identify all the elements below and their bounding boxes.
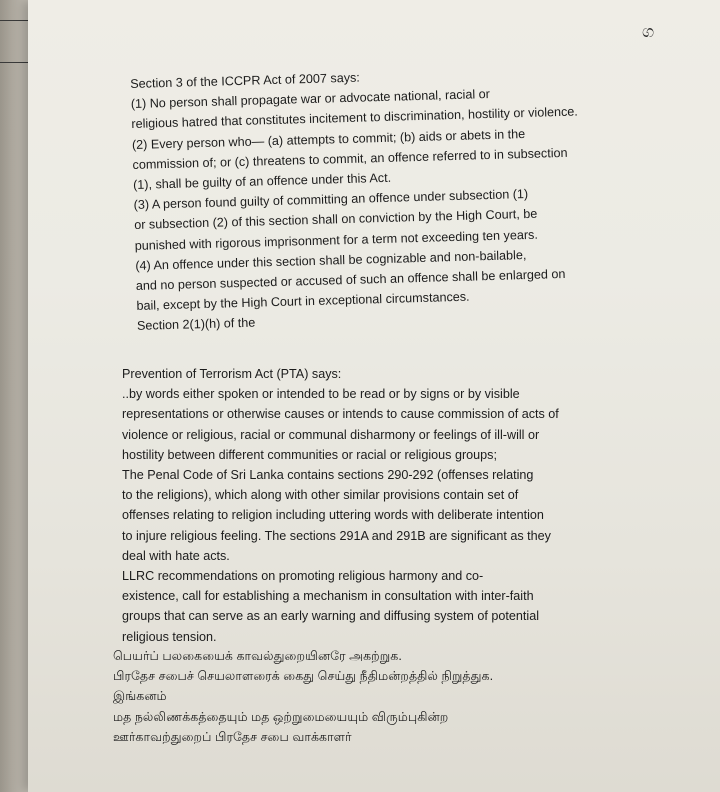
- tamil-text-line: பெயர்ப் பலகையைக் காவல்துறையினரே அகற்றுக.: [113, 649, 402, 663]
- text-line: to the religions), which along with other similar provisions contain set of: [122, 488, 519, 503]
- text-line: existence, call for establishing a mechanism in consultation with inter-faith: [122, 589, 534, 604]
- text-line: offenses relating to religion including uttering words with deliberate intention: [122, 508, 544, 523]
- text-line: or subsection (2) of this section shall on conviction by the High Court, be: [134, 207, 538, 233]
- tamil-text-line: இங்கனம்: [113, 689, 167, 704]
- pta-penal-llrc-text: [122, 364, 559, 647]
- text-line: (1), shall be guilty of an offence under this Act.: [132, 170, 392, 192]
- text-line: ..by words either spoken or intended to be read or by signs or by visible: [122, 387, 520, 402]
- text-line: (4) An offence under this section shall be cognizable and non-bailable,: [135, 247, 527, 273]
- text-line: (1) No person shall propagate war or advocate national, racial or: [130, 87, 491, 112]
- text-line: Section 3 of the ICCPR Act of 2007 says:: [130, 70, 360, 91]
- text-line: deal with hate acts.: [122, 548, 230, 563]
- text-line: punished with rigorous imprisonment for a term not exceeding ten years.: [134, 227, 539, 253]
- text-line: (2) Every person who— (a) attempts to commit; (b) aids or abets in the: [131, 126, 526, 152]
- tamil-demands-text: [113, 646, 493, 747]
- text-line: representations or otherwise causes or intends to cause commission of acts of: [122, 407, 559, 422]
- tamil-text-line: ஊர்காவற்துறைப் பிரதேச சபை வாக்காளர்: [113, 729, 352, 744]
- text-line: (3) A person found guilty of committing an offence under subsection (1): [133, 187, 529, 213]
- text-line: religious tension.: [122, 629, 217, 644]
- tamil-text-line: மத நல்லிணக்கத்தையும் மத ஒற்றுமையையும் விரும்புகின்ற: [113, 709, 449, 724]
- text-line: The Penal Code of Sri Lanka contains sections 290-292 (offenses relating: [122, 468, 534, 483]
- text-line: to injure religious feeling. The sections 291A and 291B are significant as they: [122, 528, 551, 543]
- text-line: bail, except by the High Court in exceptional circumstances.: [136, 289, 470, 314]
- text-line: Prevention of Terrorism Act (PTA) says:: [122, 367, 342, 381]
- text-line: commission of; or (c) threatens to commit, an offence referred to in subsection: [132, 145, 568, 172]
- text-line: LLRC recommendations on promoting religious harmony and co-: [122, 569, 484, 584]
- text-line: groups that can serve as an early warning and diffusing system of potential: [122, 609, 540, 624]
- iccpr-section-text: [130, 62, 584, 337]
- handwritten-corner-note: ග: [642, 22, 655, 42]
- tamil-text-line: பிரதேச சபைச் செயலாளரைக் கைது செய்து நீதிமன்றத்தில் நிறுத்துக.: [113, 669, 494, 684]
- text-line: hostility between different communities or racial or religious groups;: [122, 447, 497, 462]
- text-line: violence or religious, racial or communal disharmony or feelings of ill-will or: [122, 427, 540, 442]
- text-line: religious hatred that constitutes incitement to discrimination, hostility or violence.: [131, 104, 579, 132]
- text-line: Section 2(1)(h) of the: [136, 316, 256, 334]
- text-line: and no person suspected or accused of such an offence shall be enlarged on: [135, 266, 566, 293]
